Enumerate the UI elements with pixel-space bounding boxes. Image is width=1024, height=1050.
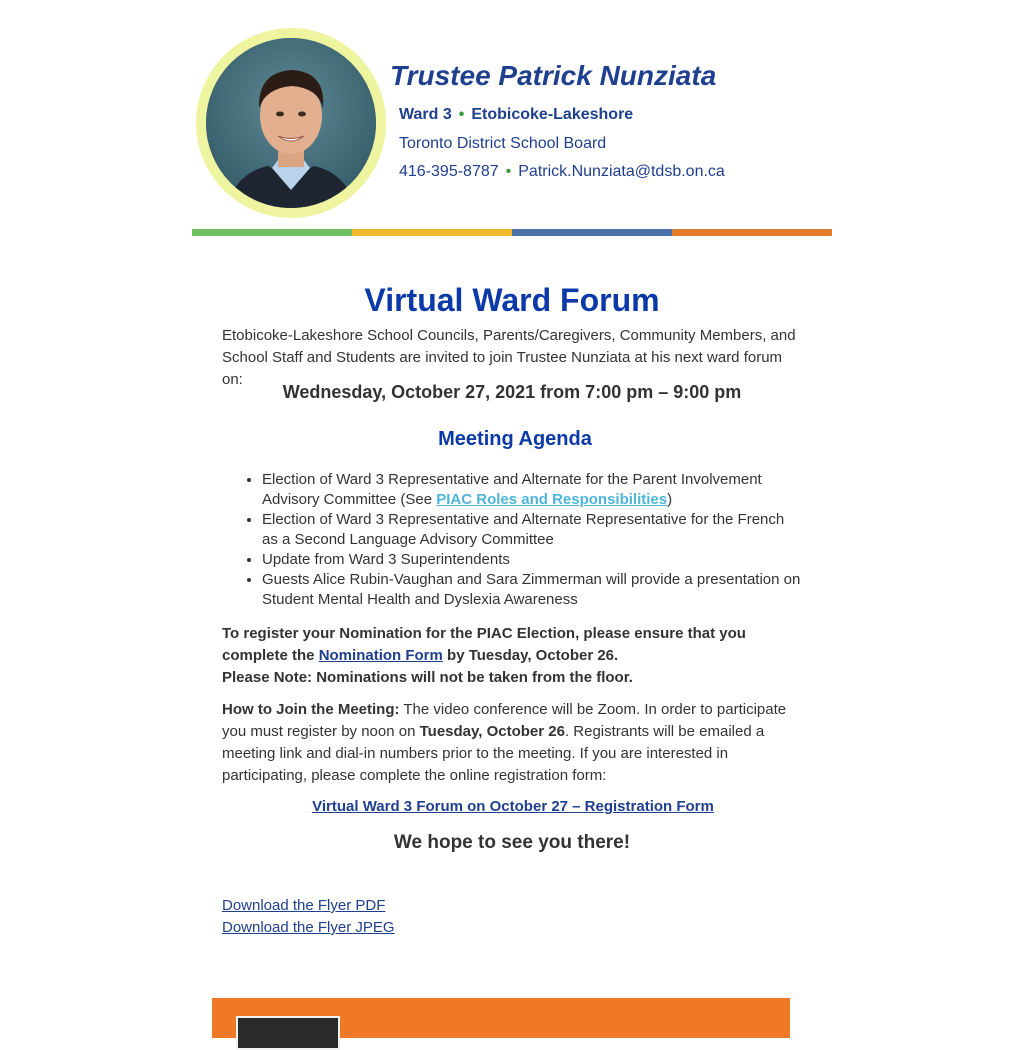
email-address: Patrick.Nunziata@tdsb.on.ca (518, 163, 725, 180)
footer-banner (212, 998, 790, 1038)
color-divider (192, 229, 832, 236)
nomination-form-link[interactable]: Nomination Form (318, 647, 443, 664)
page-title: Virtual Ward Forum (364, 282, 660, 318)
nomination-text: To register your Nomination for the PIAC Election, please ensure that you complete the (222, 625, 746, 664)
bullet-separator: • (505, 163, 512, 180)
divider-segment-green (192, 229, 352, 236)
bullet-separator: • (458, 106, 465, 123)
agenda-item: • Election of Ward 3 Representative and Alternate Representative for the French as a Second Language Advisory Committee (262, 510, 802, 550)
phone-number: 416-395-8787 (399, 163, 499, 180)
registration-link-row (222, 798, 804, 815)
how-to-join (222, 699, 806, 787)
contact-line (399, 163, 725, 181)
divider-segment-orange (672, 229, 832, 236)
trustee-photo-frame (196, 28, 386, 218)
school-board: Toronto District School Board (399, 135, 607, 152)
agenda-item: • Update from Ward 3 Superintendents (262, 550, 802, 570)
event-date: Wednesday, October 27, 2021 from 7:00 pm – 9:00 pm (282, 382, 742, 402)
agenda-list (222, 470, 802, 610)
how-to-join-text: . Registrants will be emailed a meeting link and dial-in numbers prior to the meeting. If you are interested in participating, please complete the online registration form: (222, 723, 765, 784)
registration-deadline: Tuesday, October 26 (419, 723, 565, 740)
download-links (222, 895, 395, 939)
divider-segment-yellow (352, 229, 512, 236)
trustee-name: Trustee Patrick Nunziata (390, 60, 717, 91)
footer-photo (236, 1016, 340, 1050)
closing-message: We hope to see you there! (393, 832, 631, 853)
download-jpeg-link[interactable]: Download the Flyer JPEG (222, 919, 395, 936)
download-pdf-link[interactable]: Download the Flyer PDF (222, 897, 386, 914)
agenda-item (262, 470, 802, 510)
agenda-item-text: Election of Ward 3 Representative and Alternate for the Parent Involvement Advisory Committee (See (262, 471, 762, 508)
intro-text: Etobicoke-Lakeshore School Councils, Parents/Caregivers, Community Members, and School Staff and Students are invited to join Trustee Nunziata at his next ward forum on: (222, 327, 796, 388)
nomination-note: Please Note: Nominations will not be taken from the floor. (222, 669, 633, 686)
ward-line (399, 106, 633, 124)
agenda-item-text: ) (667, 491, 673, 508)
ward-area: Etobicoke-Lakeshore (471, 106, 634, 123)
nomination-notice (222, 623, 806, 689)
divider-segment-blue (512, 229, 672, 236)
how-to-join-text: The video conference will be Zoom. In order to participate you must register by noon on (222, 701, 787, 740)
piac-roles-link[interactable]: PIAC Roles and Responsibilities (436, 491, 668, 508)
agenda-heading: Meeting Agenda (438, 428, 592, 450)
trustee-photo (206, 38, 376, 208)
registration-form-link[interactable]: Virtual Ward 3 Forum on October 27 – Registration Form (312, 798, 714, 815)
agenda-item: • Guests Alice Rubin-Vaughan and Sara Zimmerman will provide a presentation on Student Mental Health and Dyslexia Awareness (262, 570, 802, 610)
how-to-join-label: How to Join the Meeting: (222, 701, 400, 718)
ward-number: Ward 3 (399, 106, 452, 123)
nomination-deadline: by Tuesday, October 26. (442, 647, 619, 664)
